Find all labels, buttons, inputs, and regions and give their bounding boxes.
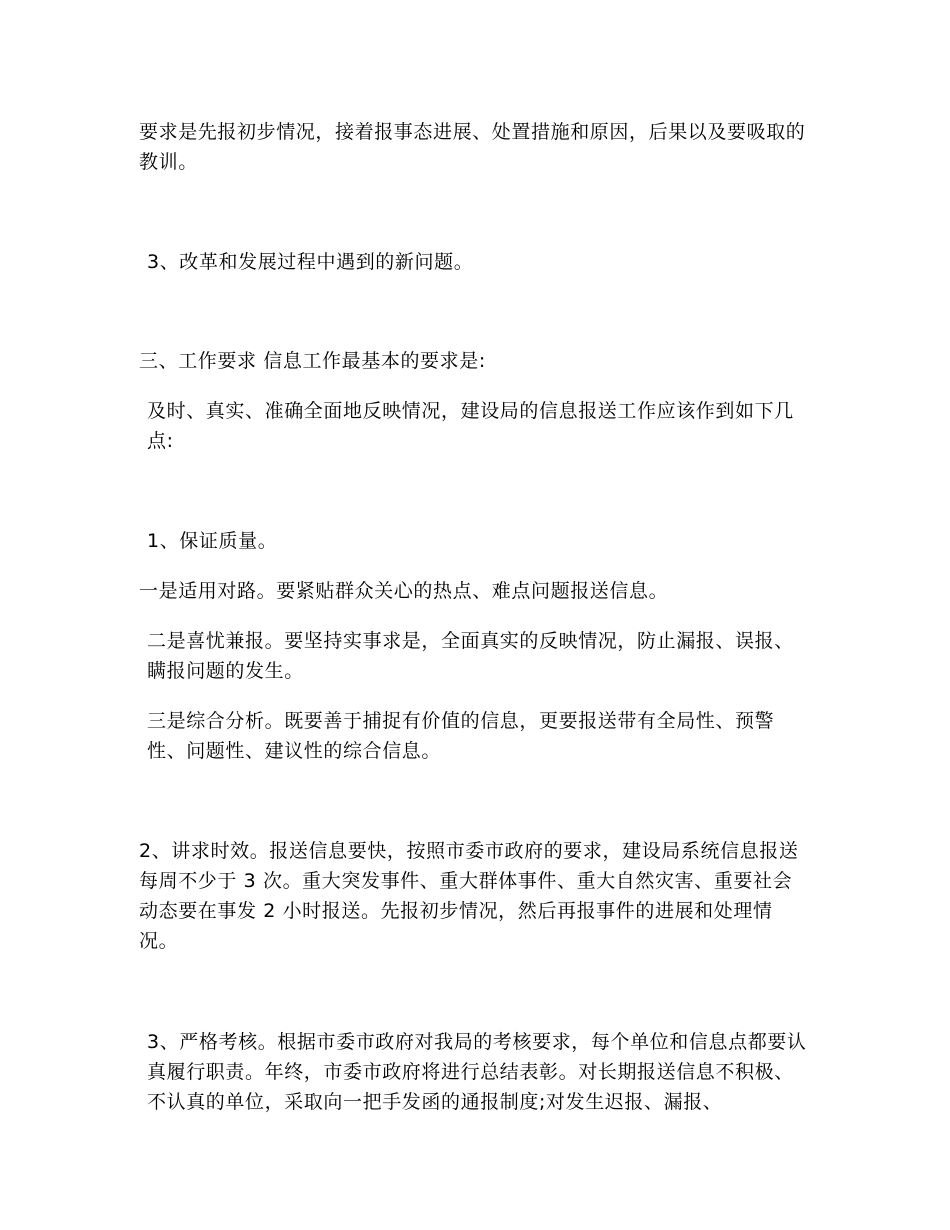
- paragraph-first-applicable: 一是适用对路。要紧贴群众关心的热点、难点问题报送信息。: [139, 580, 669, 602]
- paragraph-item-2-timeliness: 2、讲求时效。报送信息要快，按照市委市政府的要求，建设局系统信息报送每周不少于 3 次。重大突发事件、重大群体事件、重大自然灾害、重要社会动态要在事发 2 小时报送。先报初步情况，然后再报事件的进展和处理情况。: [139, 840, 799, 952]
- paragraph-item-1-quality: 1、保证质量。: [147, 530, 278, 552]
- paragraph-item-3-assessment: 3、严格考核。根据市委市政府对我局的考核要求，每个单位和信息点都要认真履行职责。年终，市委市政府将进行总结表彰。对长期报送信息不积极、不认真的单位，采取向一把手发函的通报制度;对发生迟报、漏报、: [147, 1031, 807, 1113]
- section-heading-work-requirements: 三、工作要求 信息工作最基本的要求是:: [139, 350, 486, 372]
- paragraph-second-report-both: 二是喜忧兼报。要坚持实事求是，全面真实的反映情况，防止漏报、误报、瞒报问题的发生。: [147, 630, 794, 682]
- paragraph-third-comprehensive: 三是综合分析。既要善于捕捉有价值的信息，更要报送带有全局性、预警性、问题性、建议性的综合信息。: [147, 710, 775, 762]
- paragraph-item-3-new-problems: 3、改革和发展过程中遇到的新问题。: [147, 251, 474, 273]
- paragraph-timely-accurate: 及时、真实、准确全面地反映情况，建设局的信息报送工作应该作到如下几点:: [147, 400, 794, 452]
- paragraph-report-requirements: 要求是先报初步情况，接着报事态进展、处置措施和原因，后果以及要吸取的教训。: [139, 121, 806, 173]
